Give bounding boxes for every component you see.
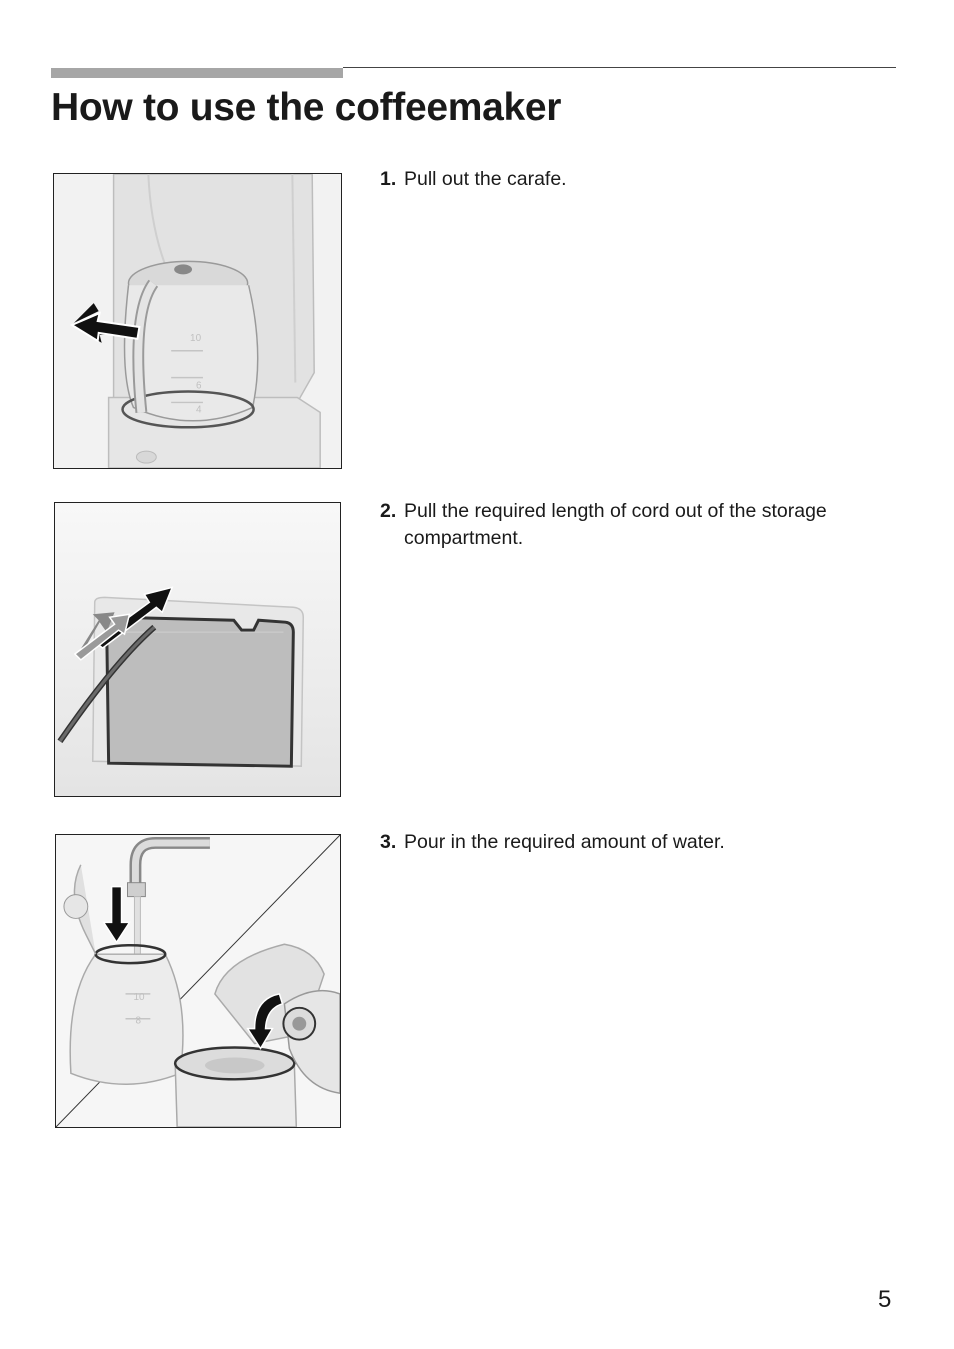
step-text: Pour in the required amount of water. bbox=[404, 831, 725, 853]
figure-cord-storage bbox=[54, 502, 341, 797]
figure-pull-carafe bbox=[53, 173, 342, 469]
step-1 bbox=[380, 166, 900, 193]
tank-scale-label: 10 bbox=[133, 991, 145, 1003]
step-text: Pull the required length of cord out of the storage compartment. bbox=[404, 500, 827, 549]
step-number: 1. bbox=[380, 168, 397, 190]
carafe-scale-label: 4 bbox=[196, 404, 202, 416]
step-number: 3. bbox=[380, 831, 397, 853]
step-number: 2. bbox=[380, 500, 397, 522]
header-rule-thick bbox=[51, 68, 343, 78]
header-rule-thin bbox=[343, 67, 896, 68]
page-number: 5 bbox=[878, 1286, 892, 1313]
step-2 bbox=[380, 498, 900, 552]
page-title: How to use the coffeemaker bbox=[51, 86, 562, 129]
tank-scale-label: 8 bbox=[135, 1015, 141, 1027]
carafe-scale-label: 6 bbox=[196, 380, 202, 392]
figure-pour-water bbox=[55, 834, 341, 1128]
step-text: Pull out the carafe. bbox=[404, 168, 567, 190]
step-3 bbox=[380, 829, 900, 856]
carafe-scale-label: 10 bbox=[190, 332, 202, 344]
